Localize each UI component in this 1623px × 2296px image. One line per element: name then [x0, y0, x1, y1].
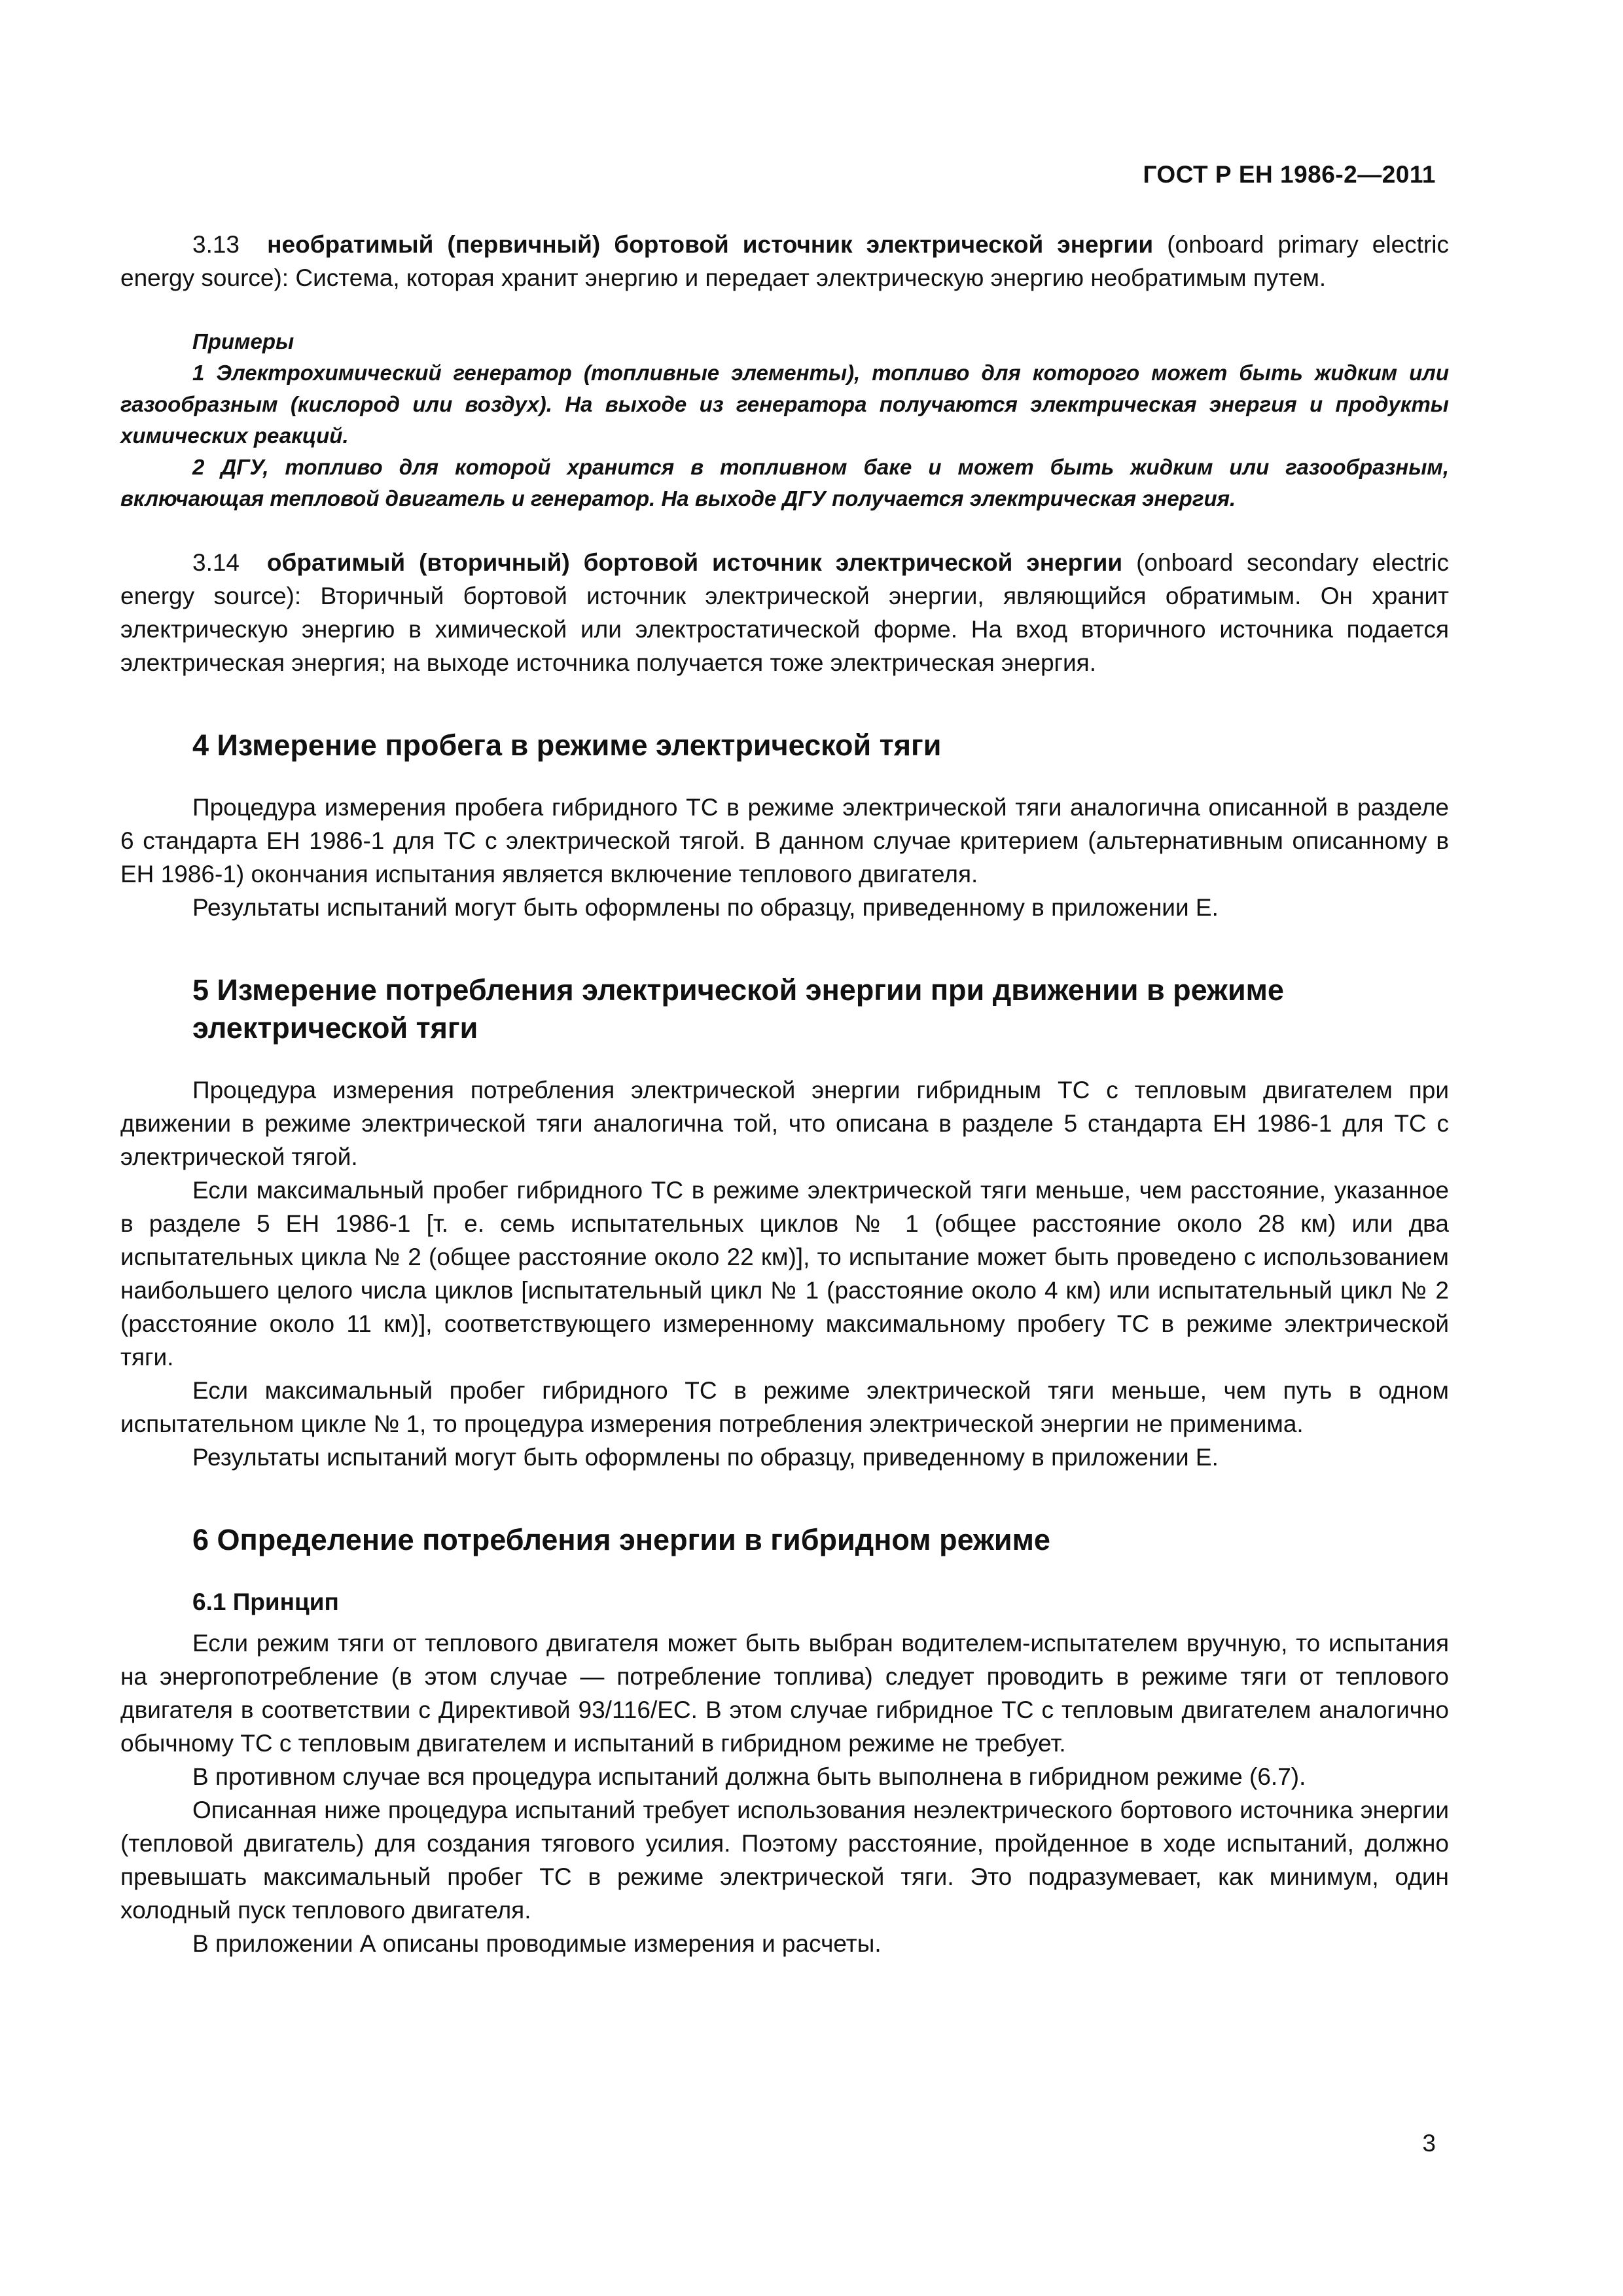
section-5-paragraph: Результаты испытаний могут быть оформлены по образцу, приведенному в приложении Е. [192, 1444, 1219, 1471]
section-5-paragraph: Если максимальный пробег гибридного ТС в режиме электрической тяги меньше, чем путь в одном испытательном цикле № 1, то процедура измерения потребления электрической энергии не применима. [120, 1377, 1449, 1437]
subsection-6-1-heading: 6.1 Принцип [192, 1588, 339, 1615]
definition-3-14 [120, 546, 1449, 679]
term-bold: необратимый (первичный) бортовой источник электрической энергии [267, 231, 1154, 258]
section-4-paragraph: Процедура измерения пробега гибридного ТС в режиме электрической тяги аналогична описанной в разделе 6 стандарта ЕН 1986-1 для ТС с электрической тягой. В данном случае критерием (альтернативным описанному в ЕН 1986-1) окончания испытания является включение теплового двигателя. [120, 794, 1449, 888]
section-5-heading: 5 Измерение потребления электрической энергии при движении в режиме электрической тяги [192, 973, 1284, 1045]
definition-3-13 [120, 228, 1449, 295]
term-bold: обратимый (вторичный) бортовой источник электрической энергии [266, 549, 1123, 576]
section-6-paragraph: Если режим тяги от теплового двигателя может быть выбран водителем-испытателем вручную, то испытания на энергопотребление (в этом случае — потребление топлива) следует проводить в режиме тяги от теплового двигателя в соответствии с Директивой 93/116/ЕС. В этом случае гибридное ТС с тепловым двигателем аналогично обычному ТС с тепловым двигателем и испытаний в гибридном режиме не требует. [120, 1630, 1449, 1757]
section-5-paragraph: Процедура измерения потребления электрической энергии гибридным ТС с тепловым двигателем при движении в режиме электрической тяги аналогична той, что описана в разделе 5 стандарта ЕН 1986-1 для ТС с электрической тягой. [120, 1077, 1449, 1170]
clause-number: 3.14 [192, 549, 240, 576]
section-4-paragraph: Результаты испытаний могут быть оформлены по образцу, приведенному в приложении Е. [192, 894, 1219, 921]
examples-heading: Примеры [192, 329, 294, 353]
definition-text: (onboard primary electric energy source): Система, которая хранит энергию и передает электрическую энергию необратимым путем. [120, 231, 1449, 291]
definition-text: (onboard secondary electric energy source): Вторичный бортовой источник электрической энергии, являющийся обратимым. Он хранит электрическую энергию в химической или электростатической форме. На вход вторичного источника подается электрическая энергия; на выходе источника получается тоже электрическая энергия. [120, 549, 1450, 676]
examples-block [120, 326, 1449, 514]
clause-number: 3.13 [192, 231, 240, 258]
document-id-header: ГОСТ Р ЕН 1986-2—2011 [1143, 161, 1436, 188]
section-6-heading: 6 Определение потребления энергии в гибридном режиме [192, 1523, 1050, 1556]
section-6-paragraph: В противном случае вся процедура испытаний должна быть выполнена в гибридном режиме (6.7). [192, 1763, 1306, 1790]
example-1: 1 Электрохимический генератор (топливные элементы), топливо для которого может быть жидким или газообразным (кислород или воздух). На выходе из генератора получаются электрическая энергия и продукты химических реакций. [120, 361, 1449, 448]
section-5-paragraph: Если максимальный пробег гибридного ТС в режиме электрической тяги меньше, чем расстояние, указанное в разделе 5 ЕН 1986-1 [т. е. семь испытательных циклов № 1 (общее расстояние около 28 км) или два испытательных цикла № 2 (общее расстояние около 22 км)], то испытание может быть проведено с использованием наибольшего целого числа циклов [испытательный цикл № 1 (расстояние около 4 км) или испытательный цикл № 2 (расстояние около 11 км)], соответствующего измеренному максимальному пробегу ТС в режиме электрической тяги. [120, 1177, 1449, 1371]
section-6-paragraph: В приложении А описаны проводимые измерения и расчеты. [192, 1930, 882, 1957]
example-2: 2 ДГУ, топливо для которой хранится в топливном баке и может быть жидким или газообразным, включающая тепловой двигатель и генератор. На выходе ДГУ получается электрическая энергия. [120, 455, 1449, 511]
section-4-heading: 4 Измерение пробега в режиме электрической тяги [192, 728, 942, 762]
section-6-paragraph: Описанная ниже процедура испытаний требует использования неэлектрического бортового источника энергии (тепловой двигатель) для создания тягового усилия. Поэтому расстояние, пройденное в ходе испытаний, должно превышать максимальный пробег ТС в режиме электрической тяги. Это подразумевает, как минимум, один холодный пуск теплового двигателя. [120, 1797, 1449, 1924]
page-content [120, 228, 1449, 1960]
page-number: 3 [1422, 2130, 1436, 2157]
